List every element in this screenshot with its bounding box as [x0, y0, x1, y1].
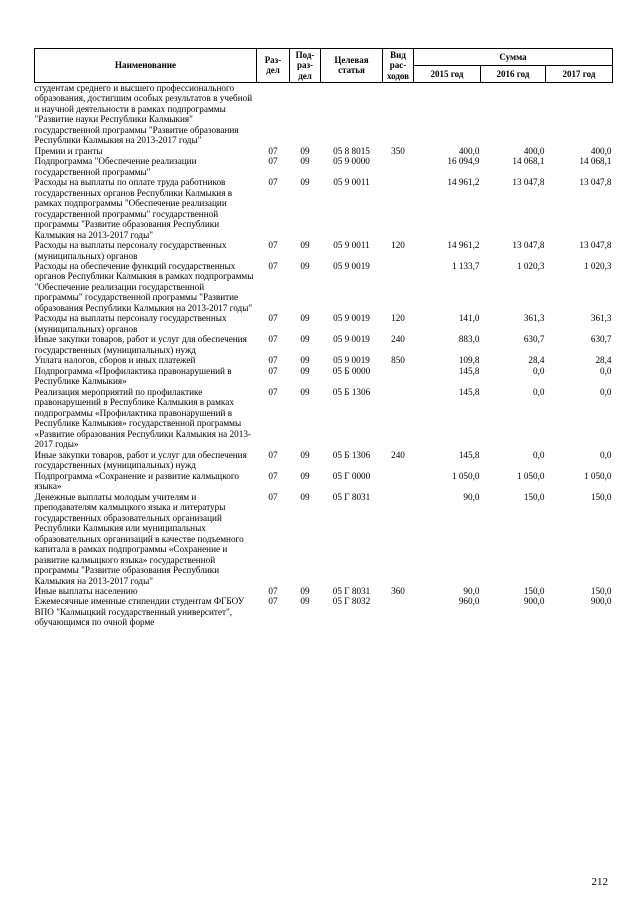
row-sum-2016: 630,7 [523, 334, 545, 345]
table-row [35, 366, 613, 387]
table-row [35, 334, 613, 355]
row-vid-rashodov [383, 471, 414, 492]
table-row [35, 240, 613, 261]
row-razdel: 07 [268, 386, 278, 397]
table-row [35, 82, 613, 145]
row-sum-2017: 361,3 [590, 313, 612, 324]
row-sum-2017: 1 050,0 [583, 470, 612, 481]
header-celevaya-statya: Целевая статья [321, 49, 383, 83]
row-sum-2015 [414, 82, 481, 145]
row-podrazdel: 09 [300, 156, 310, 167]
row-sum-2016: 400,0 [523, 145, 545, 156]
row-razdel: 07 [268, 470, 278, 481]
row-sum-2015: 14 961,2 [447, 177, 480, 188]
row-sum-2016: 1 020,3 [516, 260, 545, 271]
table-row [35, 387, 613, 450]
row-name: Иные закупки товаров, работ и услуг для обеспечения государственных (муниципальных) нужд [34, 334, 247, 355]
row-sum-2017: 150,0 [590, 586, 612, 596]
row-podrazdel: 09 [300, 334, 310, 345]
row-name: Иные выплаты населению [34, 586, 138, 596]
table-row [35, 355, 613, 365]
row-name: Премии и гранты [34, 145, 103, 156]
row-celevaya-statya: 05 Б 0000 [332, 365, 371, 376]
table-row [35, 177, 613, 240]
row-sum-2016: 900,0 [523, 596, 545, 607]
header-year-2017: 2017 год [546, 65, 613, 82]
row-name: Ежемесячные именные стипендии студентам ФГБОУ ВПО "Калмыцкий государственный университет", обучающимся по очной форме [34, 596, 245, 628]
table-row [35, 586, 613, 596]
row-podrazdel: 09 [300, 313, 310, 324]
row-sum-2015: 16 094,9 [447, 156, 480, 167]
row-sum-2016: 28,4 [528, 355, 545, 366]
row-podrazdel: 09 [300, 240, 310, 251]
row-celevaya-statya: 05 8 8015 [333, 145, 370, 156]
row-podrazdel: 09 [300, 177, 310, 188]
row-sum-2016 [481, 82, 546, 145]
row-razdel: 07 [268, 355, 278, 366]
row-razdel: 07 [268, 596, 278, 607]
header-year-2015: 2015 год [414, 65, 481, 82]
header-year-2016: 2016 год [481, 65, 546, 82]
row-vid-rashodov: 120 [391, 240, 405, 251]
row-sum-2017: 0,0 [600, 449, 612, 460]
row-celevaya-statya: 05 Б 1306 [332, 449, 371, 460]
row-razdel: 07 [268, 491, 278, 502]
header-podrazdel: Под- раз- дел [290, 49, 321, 83]
row-vid-rashodov [383, 366, 414, 387]
row-podrazdel: 09 [300, 260, 310, 271]
row-name: Подпрограмма «Сохранение и развитие калмыцкого языка» [34, 470, 239, 492]
row-sum-2017: 13 047,8 [579, 177, 612, 188]
row-sum-2016: 14 068,1 [512, 156, 545, 167]
row-sum-2016: 13 047,8 [512, 240, 545, 251]
table-row [35, 450, 613, 471]
row-sum-2017: 1 020,3 [583, 260, 612, 271]
row-razdel: 07 [268, 177, 278, 188]
row-sum-2016: 150,0 [523, 586, 545, 596]
row-sum-2017: 400,0 [590, 145, 612, 156]
row-sum-2015: 1 133,7 [451, 260, 480, 271]
row-celevaya-statya: 05 9 0019 [333, 313, 370, 324]
row-name: студентам среднего и высшего профессионального образования, достигшим особых результатов в учебной и научной деятельности в рамках подпрограммы "Развитие науки Республики Калмыкия" государственной программы "Развитие образования Республики Калмыкия на 2013-2017 годы" [34, 82, 253, 146]
row-sum-2016: 0,0 [533, 449, 545, 460]
table-row [35, 156, 613, 177]
row-sum-2017: 630,7 [590, 334, 612, 345]
row-celevaya-statya: 05 9 0011 [333, 177, 370, 188]
budget-table [34, 48, 613, 628]
row-podrazdel: 09 [300, 586, 310, 596]
row-name: Денежные выплаты молодым учителям и преподавателям калмыцкого языка и литературы государственных образовательных организаций Республики Калмыкия или муниципальных образовательных организаций в качестве подъемного капитала в рамках подпрограммы «Сохранение и развитие калмыцкого языка» государственной программы "Развитие образования Республики Калмыкия на 2013-2017 годы" [34, 491, 244, 586]
row-razdel: 07 [268, 449, 278, 460]
table-row [35, 146, 613, 156]
row-celevaya-statya: 05 9 0019 [333, 260, 370, 271]
table-body [35, 82, 613, 628]
row-vid-rashodov [383, 387, 414, 450]
row-vid-rashodov: 350 [391, 145, 405, 156]
row-celevaya-statya: 05 9 0000 [333, 156, 370, 167]
row-sum-2015: 883,0 [458, 334, 480, 345]
row-vid-rashodov [383, 156, 414, 177]
row-sum-2015: 400,0 [458, 145, 480, 156]
row-sum-2015: 90,0 [463, 491, 480, 502]
row-podrazdel: 09 [300, 145, 310, 156]
row-sum-2015: 1 050,0 [451, 470, 480, 481]
row-razdel: 07 [268, 586, 278, 596]
row-podrazdel: 09 [300, 449, 310, 460]
row-name: Подпрограмма "Обеспечение реализации государственной программы" [34, 156, 197, 177]
row-sum-2017 [546, 82, 613, 145]
row-razdel [257, 82, 290, 145]
row-celevaya-statya: 05 9 0011 [333, 240, 370, 251]
row-sum-2015: 141,0 [458, 313, 480, 324]
row-sum-2015: 90,0 [463, 586, 480, 596]
row-sum-2016: 150,0 [523, 491, 545, 502]
row-celevaya-statya: 05 9 0019 [333, 334, 370, 345]
row-name: Реализация мероприятий по профилактике правонарушений в Республике Калмыкия в рамках подпрограммы «Профилактика правонарушений в Республике Калмыкия» государственной программы «Развитие образования Республики Калмыкия на 2013-2017 годы» [34, 386, 251, 450]
row-podrazdel [290, 82, 321, 145]
row-podrazdel: 09 [300, 491, 310, 502]
row-razdel: 07 [268, 240, 278, 251]
row-sum-2017: 0,0 [600, 386, 612, 397]
row-vid-rashodov [383, 261, 414, 313]
row-vid-rashodov: 240 [391, 334, 405, 345]
row-name: Уплата налогов, сборов и иных платежей [34, 355, 196, 366]
row-sum-2015: 145,8 [458, 386, 480, 397]
row-name: Расходы на обеспечение функций государственных органов Республики Калмыкия в рамках подпрограммы "Обеспечение реализации государственной программы" государственной программы "Развитие образования Республики Калмыкия на 2013-2017 годы" [34, 260, 254, 313]
row-sum-2016: 0,0 [533, 365, 545, 376]
row-name: Расходы на выплаты по оплате труда работников государственных органов Республики Калмыкия в рамках подпрограммы "Обеспечение реализации государственной программы" государственной программы "Развитие образования Республики Калмыкия на 2013-2017 годы" [34, 177, 233, 240]
row-sum-2015: 14 961,2 [447, 240, 480, 251]
row-vid-rashodov: 360 [391, 586, 405, 596]
row-sum-2017: 13 047,8 [579, 240, 612, 251]
row-podrazdel: 09 [300, 386, 310, 397]
row-name: Расходы на выплаты персоналу государственных (муниципальных) органов [34, 313, 227, 334]
row-name: Иные закупки товаров, работ и услуг для обеспечения государственных (муниципальных) нужд [34, 449, 247, 471]
row-celevaya-statya: 05 9 0019 [333, 355, 370, 366]
header-razdel: Раз- дел [257, 49, 290, 83]
row-celevaya-statya: 05 Б 1306 [332, 386, 371, 397]
row-podrazdel: 09 [300, 355, 310, 366]
table-row [35, 596, 613, 627]
row-sum-2017: 0,0 [600, 365, 612, 376]
table-row [35, 471, 613, 492]
header-name: Наименование [35, 49, 257, 83]
table-row [35, 492, 613, 586]
row-sum-2016: 13 047,8 [512, 177, 545, 188]
row-podrazdel: 09 [300, 470, 310, 481]
row-celevaya-statya: 05 Г 8032 [332, 596, 371, 607]
row-celevaya-statya: 05 Г 0000 [332, 470, 371, 481]
row-sum-2017: 150,0 [590, 491, 612, 502]
row-razdel: 07 [268, 334, 278, 345]
row-sum-2017: 28,4 [595, 355, 612, 366]
table-header [35, 49, 613, 83]
row-sum-2015: 145,8 [458, 365, 480, 376]
row-podrazdel: 09 [300, 596, 310, 607]
row-razdel: 07 [268, 260, 278, 271]
row-celevaya-statya [321, 82, 383, 145]
row-name: Расходы на выплаты персоналу государственных (муниципальных) органов [34, 240, 227, 261]
row-sum-2015: 960,0 [458, 596, 480, 607]
row-sum-2015: 109,8 [458, 355, 480, 366]
row-razdel: 07 [268, 145, 278, 156]
row-vid-rashodov: 240 [391, 449, 405, 460]
header-summa: Сумма [414, 49, 613, 66]
row-celevaya-statya: 05 Г 8031 [332, 491, 371, 502]
row-vid-rashodov [383, 177, 414, 240]
row-razdel: 07 [268, 156, 278, 167]
row-vid-rashodov [383, 82, 414, 145]
table-row [35, 313, 613, 334]
page-number: 212 [591, 876, 608, 888]
row-sum-2016: 361,3 [523, 313, 545, 324]
row-vid-rashodov [383, 492, 414, 586]
row-sum-2017: 14 068,1 [579, 156, 612, 167]
row-razdel: 07 [268, 365, 278, 376]
row-sum-2016: 0,0 [533, 386, 545, 397]
row-podrazdel: 09 [300, 365, 310, 376]
header-vid-rashodov: Вид рас- ходов [383, 49, 414, 83]
row-sum-2017: 900,0 [590, 596, 612, 607]
row-vid-rashodov: 850 [391, 355, 405, 366]
row-sum-2016: 1 050,0 [516, 470, 545, 481]
table-row [35, 261, 613, 313]
row-vid-rashodov: 120 [391, 313, 405, 324]
row-razdel: 07 [268, 313, 278, 324]
row-vid-rashodov [383, 596, 414, 627]
row-celevaya-statya: 05 Г 8031 [332, 586, 371, 596]
row-name: Подпрограмма «Профилактика правонарушений в Республике Калмыкия» [34, 365, 232, 387]
row-sum-2015: 145,8 [458, 449, 480, 460]
